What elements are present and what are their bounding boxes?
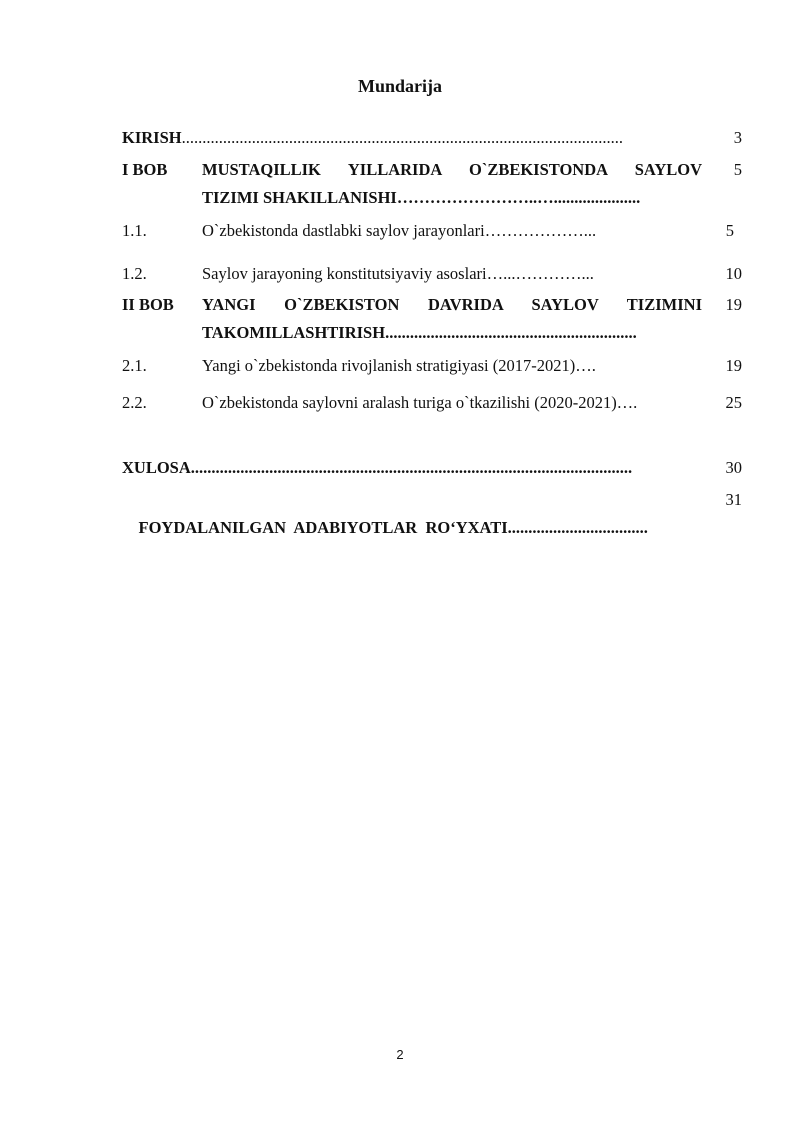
page-title: Mundarija: [357, 76, 442, 96]
toc-chapter-title-line1: YANGI O`ZBEKISTON DAVRIDA SAYLOV TIZIMINI: [202, 295, 702, 314]
toc-dots: ..................................: [507, 518, 648, 537]
toc-page: 19: [725, 356, 742, 375]
toc-chapter-title-line2: TAKOMILLASHTIRISH.............................................................: [202, 323, 637, 342]
toc-label: KIRISH: [122, 128, 182, 147]
toc-section-title: O`zbekistonda saylovni aralash turiga o`tkazilishi (2020-2021)….: [202, 393, 638, 412]
toc-label: FOYDALANILGAN ADABIYOTLAR RO‘YXATI: [138, 518, 508, 537]
toc-page: 10: [725, 264, 742, 283]
toc-section-title: O`zbekistonda dastlabki saylov jarayonlari………………...: [202, 221, 597, 240]
toc-page: 25: [725, 393, 742, 412]
toc-page: 5: [733, 160, 742, 179]
toc-section-number: 1.1.: [122, 221, 147, 240]
toc-entry-chapter-1: [122, 156, 742, 212]
toc-section-number: 2.1.: [122, 356, 147, 375]
toc-section-title: Saylov jarayoning konstitutsiyaviy asoslari…...…………...: [202, 264, 594, 283]
toc-entry-chapter-2: [122, 291, 742, 347]
toc-dots: ...........................................................................................................: [181, 128, 623, 147]
toc-chapter-number: I BOB: [122, 160, 168, 179]
page-number: 2: [396, 1047, 404, 1062]
toc-section-number: 2.2.: [122, 393, 147, 412]
toc-chapter-number: II BOB: [122, 295, 174, 314]
toc-section-number: 1.2.: [122, 264, 147, 283]
toc-section-title: Yangi o`zbekistonda rivojlanish stratigiyasi (2017-2021)….: [202, 356, 596, 375]
toc-page: 30: [725, 458, 742, 477]
toc-label: XULOSA: [122, 458, 191, 477]
toc-page: 31: [725, 490, 742, 509]
toc-page: 5: [725, 221, 734, 240]
toc-dots: ...........................................................................................................: [190, 458, 633, 477]
toc-chapter-title-line2: TIZIMI SHAKILLANISHI……………………..….....................: [202, 188, 641, 207]
toc-chapter-title-line1: MUSTAQILLIK YILLARIDA O`ZBEKISTONDA SAYLOV: [202, 160, 702, 179]
toc-page: 19: [725, 295, 742, 314]
toc-page: 3: [733, 128, 742, 147]
